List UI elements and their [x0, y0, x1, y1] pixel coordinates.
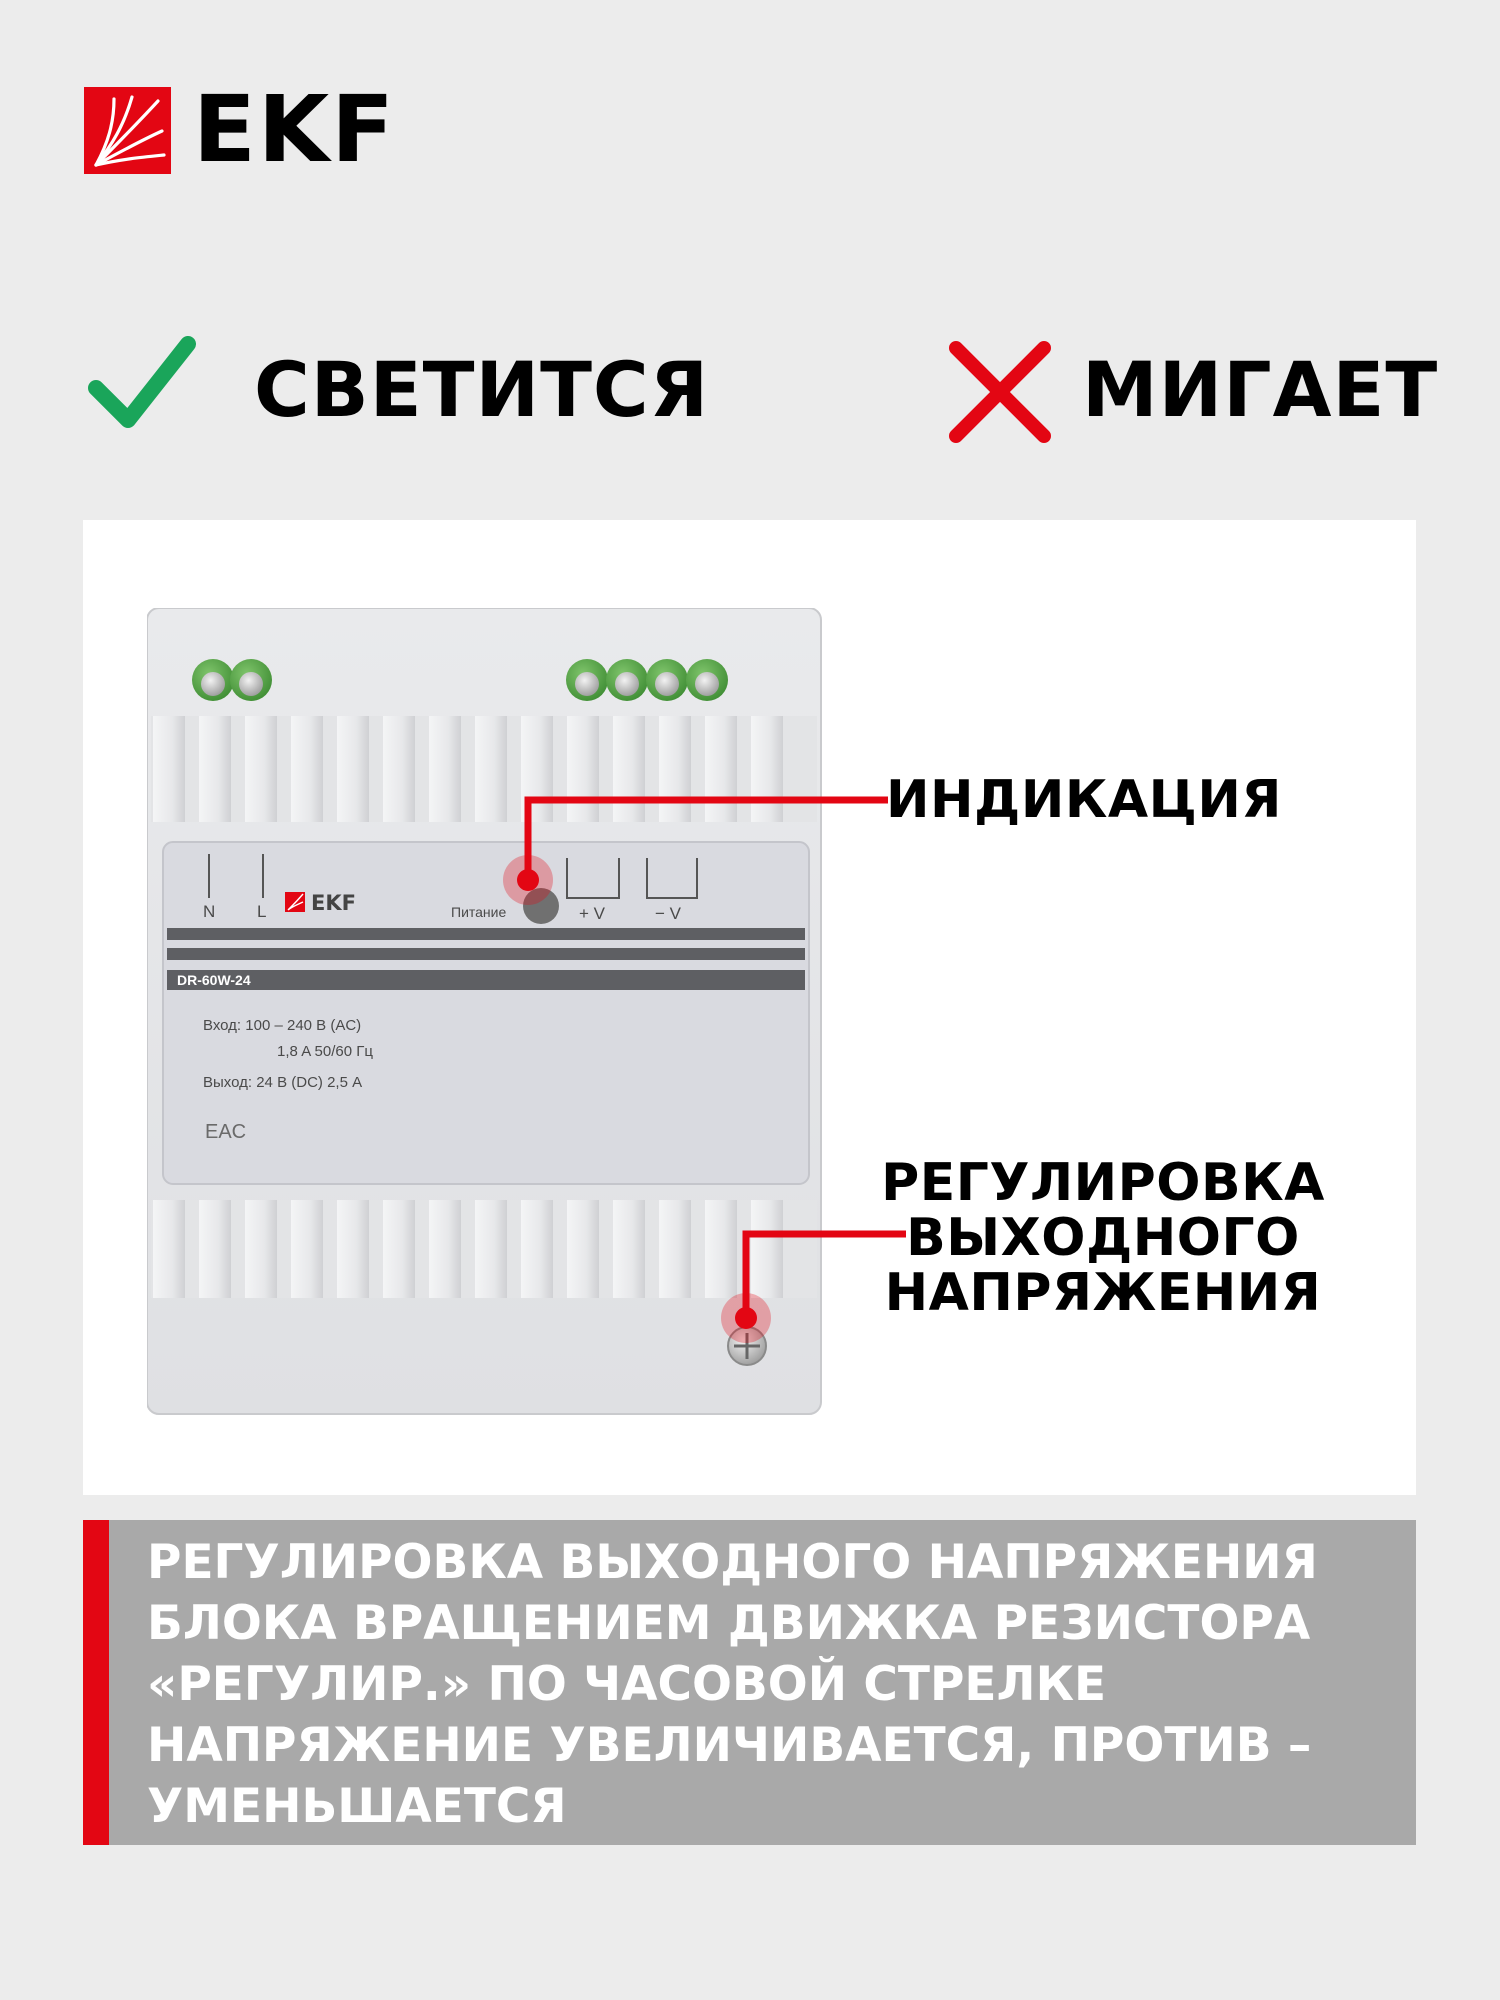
- power-label: Питание: [451, 904, 507, 920]
- status-blinks-label: МИГАЕТ: [1082, 345, 1439, 434]
- adjust-label-line2: ВЫХОДНОГО: [906, 1208, 1300, 1269]
- info-text: РЕГУЛИРОВКА ВЫХОДНОГО НАПРЯЖЕНИЯ БЛОКА ВРАЩЕНИЕМ ДВИЖКА РЕЗИСТОРА «РЕГУЛИР.» ПО ЧАСОВОЙ СТРЕЛКЕ НАПРЯЖЕНИЕ УВЕЛИЧИВАЕТСЯ, ПРОТИВ – УМЕНЬШАЕТСЯ: [147, 1535, 1318, 1834]
- spec-input-line2: 1,8 A 50/60 Гц: [277, 1043, 373, 1060]
- terminal-label-plus-v: + V: [579, 904, 605, 923]
- adjust-label-line3: НАПРЯЖЕНИЯ: [884, 1263, 1322, 1324]
- eac-mark: EAC: [205, 1121, 247, 1143]
- terminal-label-l: L: [257, 902, 267, 921]
- spec-output-line: Выход: 24 В (DC) 2,5 A: [203, 1074, 363, 1091]
- info-accent-bar: [83, 1520, 109, 1845]
- model-label: DR-60W-24: [177, 972, 251, 988]
- indication-line: [528, 800, 888, 880]
- spec-input-line1: Вход: 100 – 240 В (AC): [203, 1017, 362, 1034]
- adjust-label-line1: РЕГУЛИРОВКА: [881, 1153, 1325, 1213]
- adjust-label: [870, 1153, 1336, 1324]
- terminal-label-n: N: [203, 902, 216, 921]
- info-panel: [83, 1520, 1416, 1845]
- device-logo-text: EKF: [311, 891, 356, 915]
- status-glows-label: СВЕТИТСЯ: [254, 345, 710, 434]
- indication-label: ИНДИКАЦИЯ: [886, 770, 1282, 830]
- terminal-label-minus-v: − V: [655, 904, 681, 923]
- ekf-logo-text: EKF: [193, 76, 396, 183]
